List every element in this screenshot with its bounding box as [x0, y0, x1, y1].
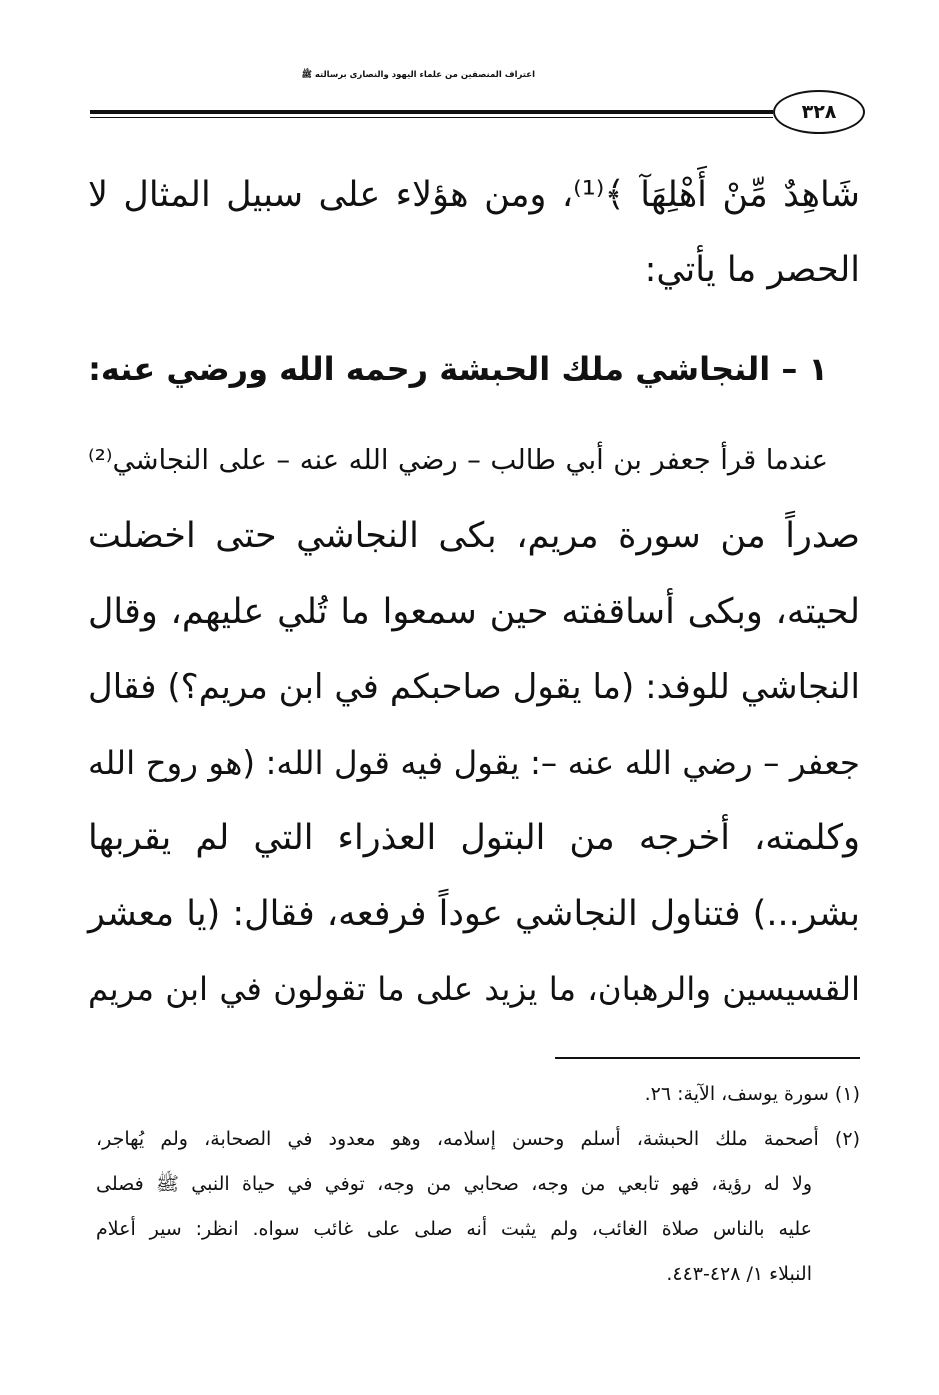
footnote-2-line-4: النبلاء ١/ ٤٢٨-٤٤٣. [666, 1263, 812, 1285]
footnote-2-line-3: عليه بالناس صلاة الغائب، ولم يثبت أنه صلى على غائب سواه. انظر: سير أعلام [96, 1218, 812, 1240]
body-line-1: شَاهِدٌ مِّنْ أَهْلِهَآ ﴾⁽¹⁾، ومن هؤلاء على سبيل المثال لا [88, 175, 860, 215]
body-line-7: النجاشي للوفد: (ما يقول صاحبكم في ابن مريم؟) فقال [88, 667, 860, 707]
body-line-4: عندما قرأ جعفر بن أبي طالب – رضي الله عنه – على النجاشي⁽²⁾ [88, 444, 828, 476]
footnote-2-line-1: (٢) أصحمة ملك الحبشة، أسلم وحسن إسلامه، وهو معدود في الصحابة، ولم يُهاجر، [96, 1128, 860, 1150]
body-line-8: جعفر – رضي الله عنه –: يقول فيه قول الله: (هو روح الله [88, 744, 860, 782]
body-line-9: وكلمته، أخرجه من البتول العذراء التي لم يقربها [88, 818, 860, 858]
body-line-10: بشر...) فتناول النجاشي عوداً فرفعه، فقال: (يا معشر [88, 894, 860, 934]
body-line-6: لحيته، وبكى أساقفته حين سمعوا ما تُلي عليهم، وقال [88, 592, 860, 632]
header-rule-thin [90, 117, 773, 118]
footnote-1: (١) سورة يوسف، الآية: ٢٦. [644, 1083, 860, 1105]
header-rule-thick [90, 110, 773, 114]
body-line-2: الحصر ما يأتي: [644, 250, 860, 290]
body-line-11: القسيسين والرهبان، ما يزيد على ما تقولون في ابن مريم [88, 970, 860, 1008]
footnote-separator [555, 1057, 860, 1059]
footnote-2-line-2: ولا له رؤية، فهو تابعي من وجه، صحابي من وجه، توفي في حياة النبي ﷺ فصلى [96, 1173, 812, 1195]
section-heading: ١ – النجاشي ملك الحبشة رحمه الله ورضي عنه: [88, 350, 828, 388]
body-line-5: صدراً من سورة مريم، بكى النجاشي حتى اخضلت [88, 516, 860, 556]
running-header-title: اعتراف المنصفين من علماء اليهود والنصارى برسالته ﷺ [301, 70, 535, 80]
page-number: ٣٢٨ [773, 90, 865, 134]
